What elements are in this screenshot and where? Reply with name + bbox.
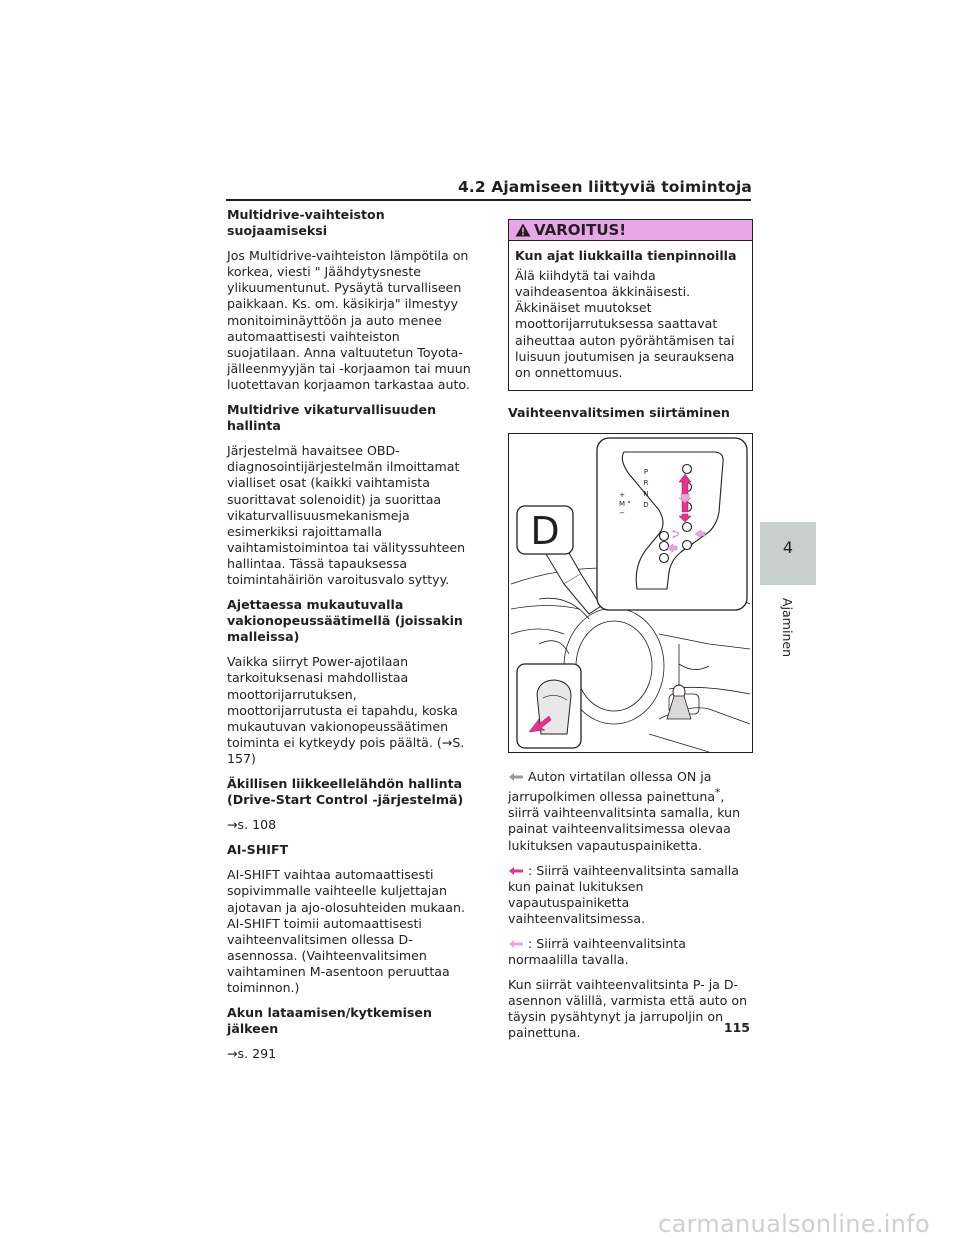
legend-item-gray: [508, 769, 753, 854]
para-cruise-control: Vaikka siirryt Power-ajotilaan tarkoituksenasi mahdollistaa moottorijarrutuksen, moottorijarrutusta ei tapahdu, koska mukautuvan vakionopeussäätimen toiminta ei kytkeydy pois päältä. (→S. 157): [227, 654, 465, 766]
ref-battery[interactable]: →s. 291: [227, 1046, 277, 1062]
shift-lever-illustration: [508, 433, 753, 753]
page-number: 115: [723, 1020, 750, 1035]
heading-multidrive-protection: Multidrive-vaihteiston suojaamiseksi: [227, 207, 385, 239]
header-rule: [226, 199, 751, 201]
gate-letter-d: D: [643, 500, 649, 509]
heading-ai-shift: AI-SHIFT: [227, 842, 289, 858]
shift-section-title: Vaihteenvalitsimen siirtäminen: [508, 404, 730, 420]
legend-pink-text: : Siirrä vaihteenvalitsinta samalla kun painat lukituksen vapautuspainiketta vaihteenvalitsimessa.: [508, 862, 739, 926]
arrow-pink-icon: [508, 866, 524, 876]
section-header-title: 4.2 Ajamiseen liittyviä toimintoja: [457, 178, 752, 196]
para-ai-shift: AI-SHIFT vaihtaa automaattisesti sopivimmalle vaihteelle kuljettajan ajotavan ja ajo-olosuhteiden mukaan. AI-SHIFT toimii automaattisesti vaihteenvalitsimen ollessa D-asennossa. (Vaihteenvalitsimen vaihtaminen M-asentoon peruuttaa toiminnon.): [227, 867, 465, 996]
warning-triangle-icon: [515, 223, 531, 237]
gate-letter-p: P: [643, 467, 649, 476]
legend-light-text: : Siirrä vaihteenvalitsinta normaalilla tavalla.: [508, 935, 686, 968]
legend-item-light: [508, 936, 753, 968]
warning-title: Kun ajat liukkailla tienpinnoilla: [515, 248, 737, 264]
arrow-gray-icon: [508, 772, 524, 782]
closing-para: Kun siirrät vaihteenvalitsinta P- ja D-asennon välillä, varmista että auto on täysin pysähtynyt ja jarrupoljin on painettuna.: [508, 977, 748, 1041]
warning-label: VAROITUS!: [534, 221, 627, 239]
para-multidrive-protection: Jos Multidrive-vaihteiston lämpötila on korkea, viesti " Jäähdytysneste ylikuumentunut. Pysäytä turvalliseen paikkaan. Ks. om. käsikirja" ilmestyy monitoiminäyttöön ja auto menee automaattisesti vaihteiston suojatilaan. Anna valtuutetun Toyota-jälleenmyyjän tai -korjaamon tai muun luotettavan korjaamon tarkastaa auto.: [227, 248, 471, 392]
legend-gray-footnote-mark: *: [715, 787, 721, 800]
warning-body: Älä kiihdytä tai vaihda vaihdeasentoa äkkinäisesti. Äkkinäiset muutokset moottorijarrutuksessa saattavat aiheuttaa auton pyörähtämisen tai luisuun joutumisen ja seurauksena on onnettomuus.: [515, 268, 735, 380]
warning-box: [508, 219, 753, 391]
legend-gray-text: Auton virtatilan ollessa ON ja jarrupolkimen ollessa painettuna: [508, 768, 716, 805]
shift-lever-drawing: [509, 434, 752, 752]
gate-mode-plus: +: [619, 490, 625, 499]
gate-letter-n: N: [643, 489, 649, 498]
gate-letter-r: R: [643, 478, 649, 487]
watermark: carmanualsonline.info: [658, 1210, 930, 1238]
heading-battery: Akun lataamisen/kytkemisen jälkeen: [227, 1005, 432, 1037]
chapter-side-label: [777, 597, 799, 657]
heading-cruise-control: Ajettaessa mukautuvalla vakionopeussäätimellä (joissakin malleissa): [227, 597, 463, 645]
para-failsafe: Järjestelmä havaitsee OBD-diagnosointijärjestelmän ilmoittamat vialliset osat (kaikki vaihtamista suorittavat solenoidit) ja suorittaa vikaturvallisuusmekanismeja esimerkiksi rajoittamalla vaihtamistoimintoa tai välityssuhteen hallintaa. Tässä tapauksessa toimintahäiriön varoitusvalo syttyy.: [227, 443, 466, 587]
arrow-light-pink-icon: [508, 939, 524, 949]
warning-header: [509, 220, 752, 241]
legend-item-pink: [508, 863, 753, 927]
big-d-letter: D: [530, 508, 560, 553]
gate-mode-m: M: [618, 499, 626, 508]
legend-gray-text-cont: , siirrä vaihteenvalitsinta samalla, kun painat vaihteenvalitsimessa olevaa lukituksen vapautuspainiketta.: [508, 789, 741, 853]
heading-failsafe: Multidrive vikaturvallisuuden hallinta: [227, 402, 437, 434]
right-column: [508, 207, 753, 1051]
heading-drive-start-control: Äkillisen liikkeellelähdön hallinta (Drive-Start Control -järjestelmä): [227, 776, 464, 808]
chapter-number: 4: [782, 538, 794, 557]
chapter-label-text: Ajaminen: [780, 597, 796, 657]
left-column: [227, 207, 472, 1071]
ref-drive-start-control[interactable]: →s. 108: [227, 817, 277, 833]
gate-mode-minus: −: [619, 508, 625, 517]
